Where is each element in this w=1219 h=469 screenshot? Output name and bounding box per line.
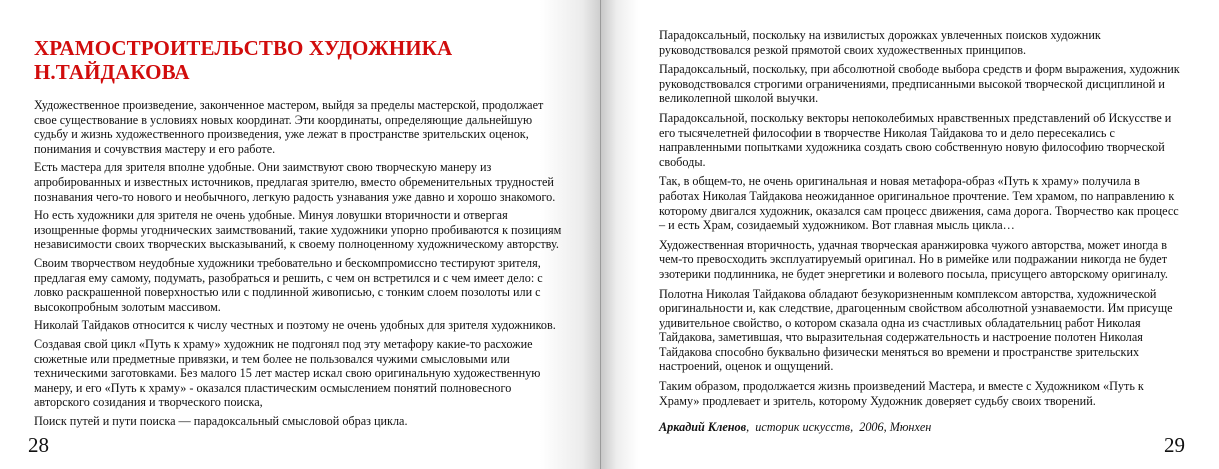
body-paragraph: Поиск путей и пути поиска — парадоксальный смысловой образ цикла. <box>34 413 408 428</box>
author-role: историк искусств, <box>755 420 854 434</box>
author-signature: Аркадий Кленов, историк искусств, 2006, Мюнхен <box>659 420 932 434</box>
right-page <box>601 0 1219 469</box>
body-paragraph: Парадоксальный, поскольку на извилистых дорожках увлеченных поисков художник руководствовался резкой прямотой своих художественных принципов. <box>659 28 1101 57</box>
author-details: 2006, Мюнхен <box>859 420 932 434</box>
body-paragraph: Так, в общем-то, не очень оригинальная и новая метафора-образ «Путь к храму» получила в работах Николая Тайдакова неожиданное оригинальное прочтение. Тем храмом, по направлению к которому двигался художник, оказался сам процесс движения, сама дорога. Творчество как процесс – и есть Храм, созидаемый художником. Вот главная мысль цикла… <box>659 174 1179 233</box>
body-paragraph: Есть мастера для зрителя вполне удобные. Они заимствуют свою творческую манеру из апробированных и известных источников, предлагая зрителю, вместо обременительных трудностей познавания чего-то нового и необычного, легкую радость узнавания уже давно и хорошо знакомого. <box>34 160 556 204</box>
body-paragraph: Таким образом, продолжается жизнь произведений Мастера, и вместе с Художником «Путь к Храму» продлевает и зритель, которому Художник доверяет судьбу своих творений. <box>659 379 1144 408</box>
body-paragraph: Парадоксальный, поскольку, при абсолютной свободе выбора средств и форм выражения, художник руководствовался строгими ограничениями, предписанными высокой творческой дисциплиной и великолепной школой выучки. <box>659 62 1180 106</box>
body-paragraph: Своим творчеством неудобные художники требовательно и бескомпромиссно тестируют зрителя, предлагая ему самому, подумать, разобраться и решить, с чем он встретился и с чем имеет дело: с ловко раскрашенной поверхностью или с подлинной живописью, с тонким слоем позолоты или с высокопробным золотым массивом. <box>34 255 543 314</box>
body-paragraph: Но есть художники для зрителя не очень удобные. Минуя ловушки вторичности и отвергая изощренные формы угоднических заимствований, такие художники упорно пробиваются к позициям независимости своих творческих высказываний, к своему полноценному художническому авторству. <box>34 208 562 252</box>
left-page <box>0 0 601 469</box>
page-number-right: 29 <box>1164 433 1185 457</box>
right-body-text <box>659 28 1181 408</box>
author-name: Аркадий Кленов <box>659 420 747 434</box>
page-number-left: 28 <box>28 433 49 457</box>
body-paragraph: Художественное произведение, законченное мастером, выйдя за пределы мастерской, продолжает свое существование в условиях новых координат. Эти координаты, определяющие дальнейшую судьбу и жизнь художественного произведения, уже лежат в пространстве зрительских оценок, понимания и сочувствия мастеру и его работе. <box>34 98 544 156</box>
body-paragraph: Николай Тайдаков относится к числу честных и поэтому не очень удобных для зрителя художников. <box>34 318 556 333</box>
body-paragraph: Парадоксальной, поскольку векторы непоколебимых нравственных представлений об Искусстве и его тысячелетней философии в творчестве Николая Тайдакова то и дело пересекались с направленными попытками художника создать свою собственную новую философию творческой свободы. <box>659 110 1172 169</box>
left-body-text <box>34 98 566 428</box>
body-paragraph: Создавая свой цикл «Путь к храму» художник не подгонял под эту метафору какие-то расхожие сюжетные или предметные привязки, и тем более не пользовался чужими смысловыми или техническими заготовками. Без малого 15 лет мастер искал свою оригинальную художественную манеру, и его «Путь к храму» - оказался пластическим осмыслением понятий полновесного авторского созидания и творческого поиска, <box>34 336 541 410</box>
body-paragraph: Полотна Николая Тайдакова обладают безукоризненным комплексом авторства, художнической оригинальности и, как следствие, драгоценным свойством абсолютной узнаваемости. Им присуще удивительное свойство, о котором сказала одна из счастливых обладательниц работ Николая Тайдакова, заметившая, что выразительная содержательность и настроение полотен Николая Тайдакова способно буквально физически меняться во времени и пространстве зрительских настроений, оценок и ощущений. <box>659 286 1173 374</box>
page-title: ХРАМОСТРОИТЕЛЬСТВО ХУДОЖНИКА Н.ТАЙДАКОВА <box>34 36 453 84</box>
body-paragraph: Художественная вторичность, удачная творческая аранжировка чужого авторства, может иногда в чем-то превосходить эксплуатируемый оригинал. Но в римейке или подражании никогда не будет эзотерики подлинника, не будет энергетики и волевого посыла, присущего авторскому оригиналу. <box>659 237 1168 281</box>
